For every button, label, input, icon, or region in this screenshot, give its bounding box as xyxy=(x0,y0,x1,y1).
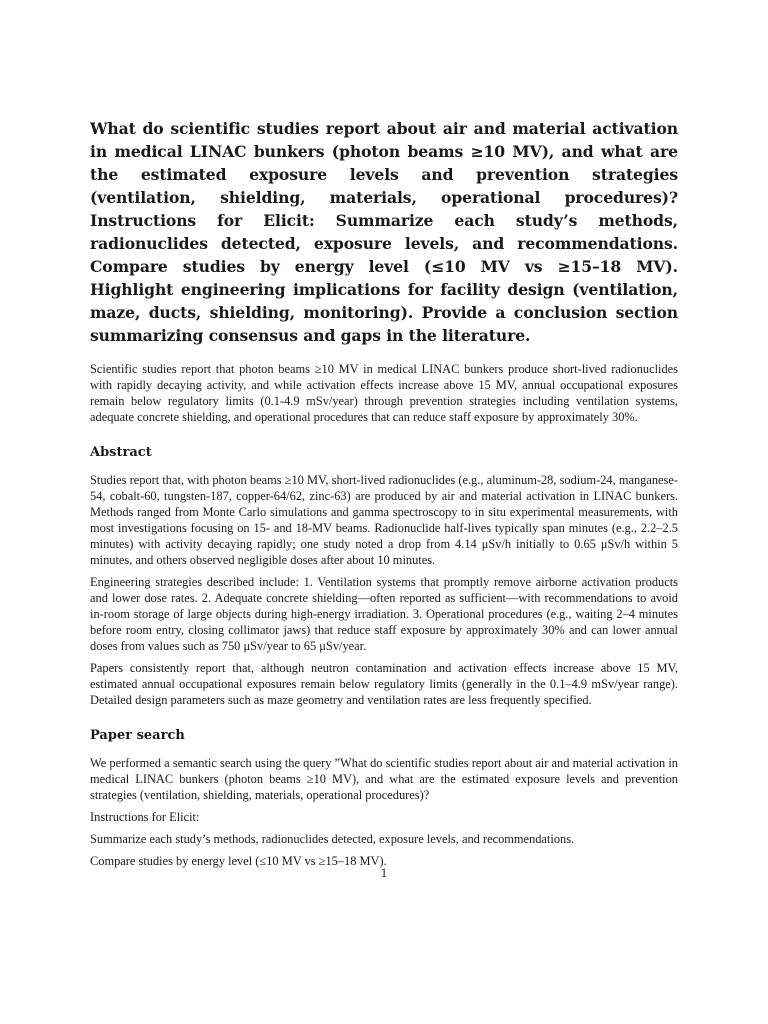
paper-search-paragraph-1: We performed a semantic search using the query ”What do scientific studies report about air and material activation in medical LINAC bunkers (photon beams ≥10 MV), and what are the estimated exposure levels and prevention strategies (ventilation, shielding, materials, operational procedures)? xyxy=(90,756,678,802)
paper-search-heading: Paper search xyxy=(90,728,185,743)
abstract-paragraph-3: Papers consistently report that, although neutron contamination and activation effects increase above 15 MV, estimated annual occupational exposures remain below regulatory limits (generally in the 0.1–4.9 mSv/year range). Detailed design parameters such as maze geometry and ventilation rates are less frequently specified. xyxy=(90,661,678,707)
paper-title: What do scientific studies report about air and material activation in medical LINAC bunkers (photon beams ≥10 MV), and what are the estimated exposure levels and prevention strategies (ventilation, shielding, materials, operational procedures)? Instructions for Elicit: Summarize each study’s methods, radionuclides detected, exposure levels, and recommendations. Compare studies by energy level (≤10 MV vs ≥15–18 MV). Highlight engineering implications for facility design (ventilation, maze, ducts, shielding, monitoring). Provide a conclusion section summarizing consensus and gaps in the literature. xyxy=(90,119,678,345)
abstract-heading: Abstract xyxy=(90,445,152,460)
abstract-paragraph-2: Engineering strategies described include: 1. Ventilation systems that promptly remove airborne activation products and lower dose rates. 2. Adequate concrete shielding—often reported as sufficient—with recommendations to avoid in-room storage of large objects during high-energy irradiation. 3. Operational procedures (e.g., waiting 2–4 minutes before room entry, closing collimator jaws) that reduce staff exposure by approximately 30% and can lower annual doses from values such as 750 μSv/year to 65 μSv/year. xyxy=(90,575,678,653)
paper-search-paragraph-4: Compare studies by energy level (≤10 MV vs ≥15–18 MV). xyxy=(90,854,387,868)
summary-paragraph: Scientific studies report that photon beams ≥10 MV in medical LINAC bunkers produce short-lived radionuclides with rapidly decaying activity, and while activation effects increase above 15 MV, annual occupational exposures remain below regulatory limits (0.1-4.9 mSv/year) through prevention strategies including ventilation systems, adequate concrete shielding, and operational procedures that can reduce staff exposure by approximately 30%. xyxy=(90,362,678,424)
paper-search-paragraph-3: Summarize each study’s methods, radionuclides detected, exposure levels, and recommendations. xyxy=(90,832,575,846)
page-number: 1 xyxy=(380,866,388,880)
paper-search-paragraph-2: Instructions for Elicit: xyxy=(90,810,200,824)
abstract-paragraph-1: Studies report that, with photon beams ≥10 MV, short-lived radionuclides (e.g., aluminum-28, sodium-24, manganese-54, cobalt-60, tungsten-187, copper-64/62, zinc-63) are produced by air and material activation in LINAC bunkers. Methods ranged from Monte Carlo simulations and gamma spectroscopy to in situ experimental measurements, with most investigations focusing on 15- and 18-MV beams. Radionuclide half-lives typically span minutes (e.g., 2.2–2.5 minutes) with activity decaying rapidly; one study noted a drop from 4.14 μSv/h initially to 0.65 μSv/h within 5 minutes, and others observed negligible doses after about 10 minutes. xyxy=(90,473,678,567)
paper-page xyxy=(90,117,678,875)
